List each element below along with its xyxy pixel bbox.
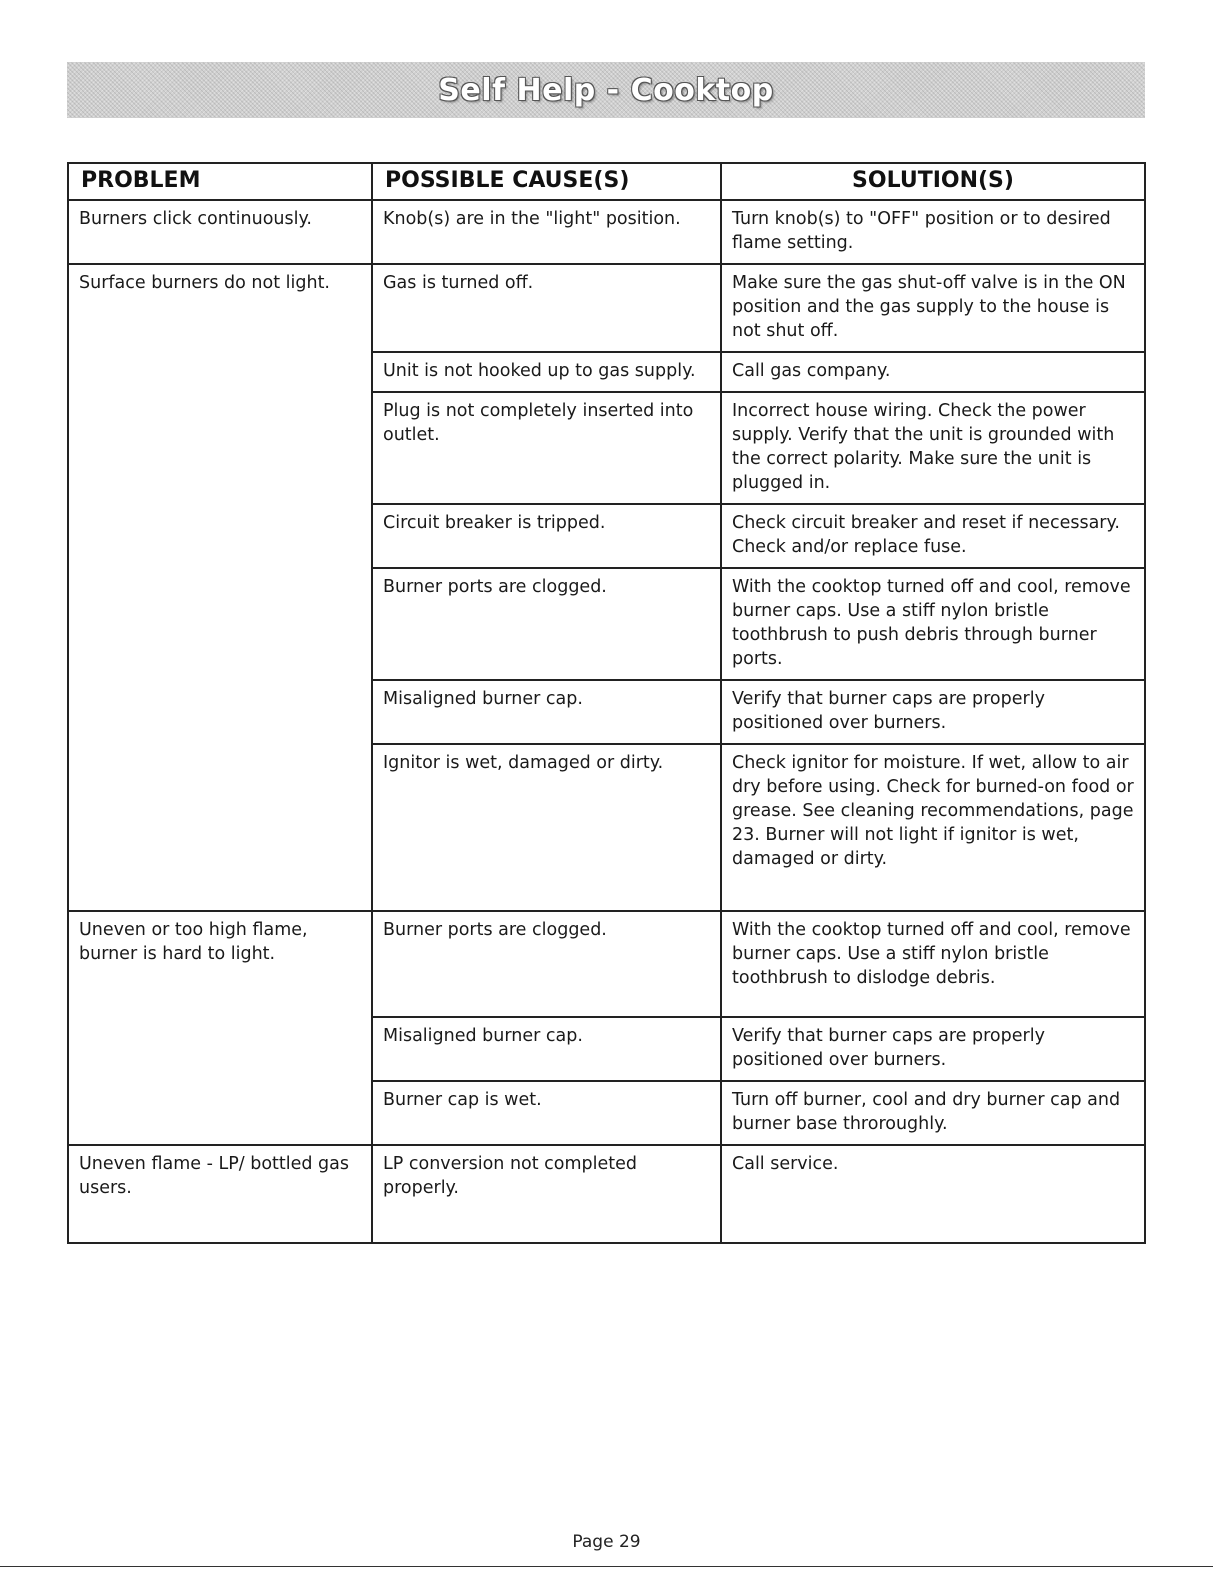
solution-cell: Verify that burner caps are properly positioned over burners. [721, 680, 1145, 744]
cause-cell: Knob(s) are in the "light" position. [372, 200, 721, 264]
cause-cell: Burner ports are clogged. [372, 568, 721, 680]
page-banner [67, 62, 1145, 118]
cause-cell: Misaligned burner cap. [372, 1017, 721, 1081]
solution-cell: Check circuit breaker and reset if necessary. Check and/or replace fuse. [721, 504, 1145, 568]
solution-cell: Verify that burner caps are properly positioned over burners. [721, 1017, 1145, 1081]
table-row [68, 200, 1145, 264]
page-number: Page 29 [572, 1532, 641, 1552]
solution-cell: With the cooktop turned off and cool, remove burner caps. Use a stiff nylon bristle toothbrush to push debris through burner ports. [721, 568, 1145, 680]
cause-cell: Misaligned burner cap. [372, 680, 721, 744]
problem-cell: Uneven or too high flame, burner is hard to light. [68, 911, 372, 1145]
cause-cell: Circuit breaker is tripped. [372, 504, 721, 568]
cause-cell: Burner ports are clogged. [372, 911, 721, 1017]
page-title: Self Help - Cooktop [438, 72, 774, 108]
header-row [68, 163, 1145, 200]
header-cause: POSSIBLE CAUSE(S) [372, 163, 721, 200]
solution-cell: Make sure the gas shut-off valve is in the ON position and the gas supply to the house is not shut off. [721, 264, 1145, 352]
solution-cell: With the cooktop turned off and cool, remove burner caps. Use a stiff nylon bristle toothbrush to dislodge debris. [721, 911, 1145, 1017]
bottom-divider [0, 1566, 1213, 1567]
solution-cell: Turn knob(s) to "OFF" position or to desired flame setting. [721, 200, 1145, 264]
solution-cell: Turn off burner, cool and dry burner cap and burner base throroughly. [721, 1081, 1145, 1145]
problem-cell: Surface burners do not light. [68, 264, 372, 911]
table-row [68, 1145, 1145, 1243]
problem-cell: Burners click continuously. [68, 200, 372, 264]
solution-cell: Check ignitor for moisture. If wet, allow to air dry before using. Check for burned-on food or grease. See cleaning recommendations, page 23. Burner will not light if ignitor is wet, damaged or dirty. [721, 744, 1145, 911]
cause-cell: Plug is not completely inserted into outlet. [372, 392, 721, 504]
solution-cell: Incorrect house wiring. Check the power supply. Verify that the unit is grounded with the correct polarity. Make sure the unit is plugged in. [721, 392, 1145, 504]
cause-cell: Burner cap is wet. [372, 1081, 721, 1145]
cause-cell: Ignitor is wet, damaged or dirty. [372, 744, 721, 911]
table-row [68, 264, 1145, 352]
solution-cell: Call service. [721, 1145, 1145, 1243]
table-row [68, 911, 1145, 1017]
troubleshooting-table [67, 162, 1146, 1244]
problem-cell: Uneven flame - LP/ bottled gas users. [68, 1145, 372, 1243]
header-problem: PROBLEM [68, 163, 372, 200]
solution-cell: Call gas company. [721, 352, 1145, 392]
cause-cell: Unit is not hooked up to gas supply. [372, 352, 721, 392]
header-solution: SOLUTION(S) [721, 163, 1145, 200]
cause-cell: Gas is turned off. [372, 264, 721, 352]
cause-cell: LP conversion not completed properly. [372, 1145, 721, 1243]
